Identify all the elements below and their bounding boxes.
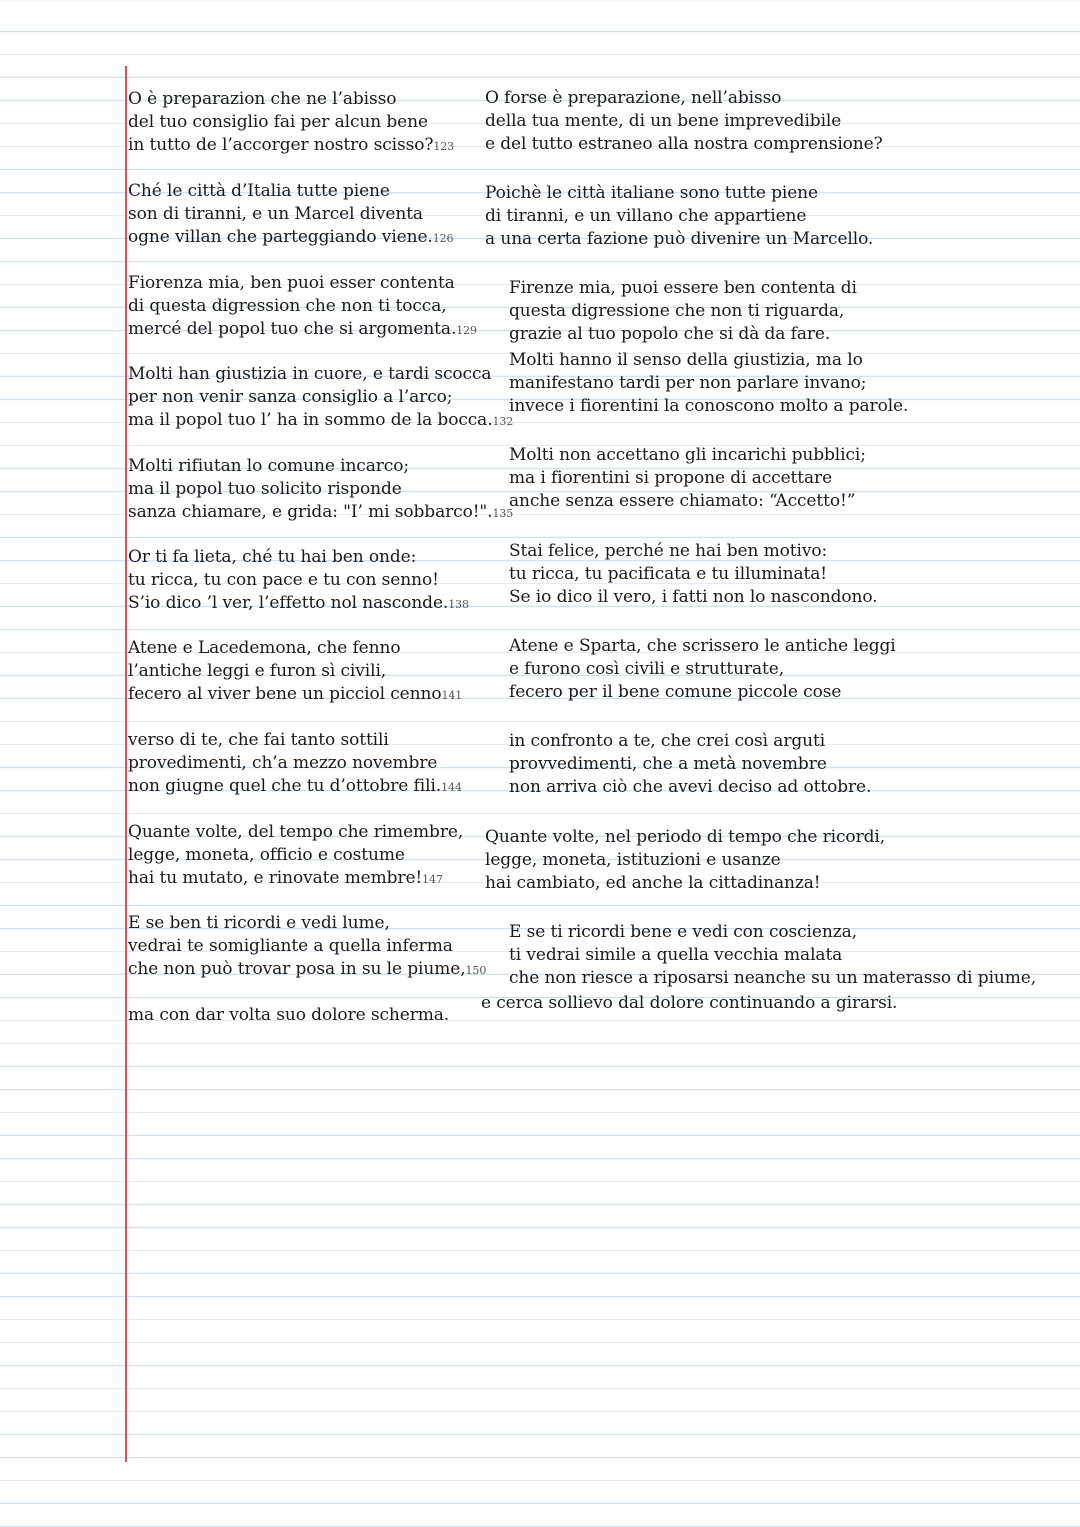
verse-number: 147	[422, 873, 443, 886]
verse-line: ma il popol tuo solicito risponde	[128, 479, 402, 499]
translation-stanza-141	[509, 635, 896, 704]
translation-line: grazie al tuo popolo che si dà da fare.	[509, 324, 831, 344]
original-stanza-129	[128, 272, 477, 342]
translation-line: tu ricca, tu pacificata e tu illuminata!	[509, 564, 827, 584]
original-stanza-132	[128, 363, 513, 433]
verse-line: di questa digression che non ti tocca,	[128, 296, 447, 316]
verse-line: legge, moneta, officio e costume	[128, 845, 405, 865]
translation-line: Stai felice, perché ne hai ben motivo:	[509, 541, 828, 561]
original-stanza-147	[128, 821, 463, 891]
verse-line: Molti rifiutan lo comune incarco;	[128, 456, 409, 476]
verse-line: in tutto de l’accorger nostro scisso?123	[128, 135, 455, 155]
original-final-line	[128, 1004, 449, 1027]
translation-line: Molti hanno il senso della giustizia, ma lo	[509, 350, 863, 370]
verse-line: che non può trovar posa in su le piume,150	[128, 959, 487, 979]
translation-line: e del tutto estraneo alla nostra comprensione?	[485, 134, 883, 154]
translation-line: manifestano tardi per non parlare invano;	[509, 373, 867, 393]
translation-line: ti vedrai simile a quella vecchia malata	[509, 945, 843, 965]
translation-line: provvedimenti, che a metà novembre	[509, 754, 827, 774]
translation-stanza-144	[509, 730, 871, 799]
verse-line: Ché le città d’Italia tutte piene	[128, 181, 390, 201]
verse-line: sanza chiamare, e grida: "I’ mi sobbarco!".135	[128, 502, 514, 522]
translation-line: invece i fiorentini la conoscono molto a parole.	[509, 396, 909, 416]
translation-line: Se io dico il vero, i fatti non lo nascondono.	[509, 587, 878, 607]
translation-line: fecero per il bene comune piccole cose	[509, 682, 842, 702]
original-stanza-144	[128, 729, 462, 799]
original-stanza-123	[128, 88, 454, 158]
translation-line: O forse è preparazione, nell’abisso	[485, 88, 782, 108]
translation-line: hai cambiato, ed anche la cittadinanza!	[485, 873, 821, 893]
verse-line: son di tiranni, e un Marcel diventa	[128, 204, 423, 224]
translation-line: questa digressione che non ti riguarda,	[509, 301, 845, 321]
translation-line: anche senza essere chiamato: “Accetto!”	[509, 491, 856, 511]
translation-stanza-150	[509, 921, 1036, 990]
translation-line: a una certa fazione può divenire un Marcello.	[485, 229, 874, 249]
translation-line: Molti non accettano gli incarichi pubblici;	[509, 445, 866, 465]
original-stanza-138	[128, 546, 469, 616]
verse-line: Molti han giustizia in cuore, e tardi scocca	[128, 364, 492, 384]
margin-rule	[125, 66, 127, 1462]
verse-number: 138	[448, 598, 469, 611]
verse-line: provedimenti, ch’a mezzo novembre	[128, 753, 438, 773]
verse-line: Fiorenza mia, ben puoi esser contenta	[128, 273, 455, 293]
translation-line: Firenze mia, puoi essere ben contenta di	[509, 278, 857, 298]
verse-line: non giugne quel che tu d’ottobre fili.144	[128, 776, 462, 796]
translation-stanza-132	[509, 349, 908, 418]
translation-line: ma i fiorentini si propone di accettare	[509, 468, 833, 488]
translation-line: legge, moneta, istituzioni e usanze	[485, 850, 781, 870]
translation-line: Quante volte, nel periodo di tempo che ricordi,	[485, 827, 886, 847]
translation-line: che non riesce a riposarsi neanche su un materasso di piume,	[509, 968, 1037, 988]
translation-line: non arriva ciò che avevi deciso ad ottobre.	[509, 777, 872, 797]
verse-line: tu ricca, tu con pace e tu con senno!	[128, 570, 439, 590]
translation-line: E se ti ricordi bene e vedi con coscienza,	[509, 922, 857, 942]
verse-number: 129	[456, 324, 477, 337]
translation-line: della tua mente, di un bene imprevedibile	[485, 111, 842, 131]
verse-line: verso di te, che fai tanto sottili	[128, 730, 389, 750]
verse-line: ma il popol tuo l’ ha in sommo de la bocca.132	[128, 410, 514, 430]
verse-line: Quante volte, del tempo che rimembre,	[128, 822, 464, 842]
verse-line: vedrai te somigliante a quella inferma	[128, 936, 453, 956]
verse-line: mercé del popol tuo che si argomenta.129	[128, 319, 477, 339]
verse-line: per non venir sanza consiglio a l’arco;	[128, 387, 453, 407]
translation-stanza-135	[509, 444, 866, 513]
verse-number: 123	[433, 140, 455, 153]
verse-line: fecero al viver bene un picciol cenno141	[128, 684, 463, 704]
original-stanza-135	[128, 455, 513, 525]
verse-line: E se ben ti ricordi e vedi lume,	[128, 913, 390, 933]
translation-stanza-138	[509, 540, 877, 609]
verse-number: 141	[441, 689, 463, 702]
translation-stanza-123	[485, 87, 883, 156]
verse-line: Or ti fa lieta, ché tu hai ben onde:	[128, 547, 417, 567]
translation-stanza-129	[509, 277, 857, 346]
translation-line: di tiranni, e un villano che appartiene	[485, 206, 807, 226]
original-stanza-141	[128, 637, 462, 707]
verse-number: 144	[441, 781, 462, 794]
verse-line: ma con dar volta suo dolore scherma.	[128, 1005, 450, 1025]
verse-line: Atene e Lacedemona, che fenno	[128, 638, 401, 658]
verse-line: del tuo consiglio fai per alcun bene	[128, 112, 428, 132]
translation-line: in confronto a te, che crei così arguti	[509, 731, 826, 751]
verse-number: 135	[492, 507, 514, 520]
verse-line: l’antiche leggi e furon sì civili,	[128, 661, 387, 681]
verse-line: hai tu mutato, e rinovate membre!147	[128, 868, 443, 888]
verse-line: S’io dico ’l ver, l’effetto nol nasconde.138	[128, 593, 469, 613]
verse-line: O è preparazion che ne l’abisso	[128, 89, 397, 109]
original-stanza-126	[128, 180, 453, 250]
translation-line: Poichè le città italiane sono tutte piene	[485, 183, 818, 203]
translation-stanza-126	[485, 182, 873, 251]
verse-number: 132	[492, 415, 514, 428]
verse-number: 126	[432, 232, 454, 245]
translation-line: e cerca sollievo dal dolore continuando a girarsi.	[481, 993, 898, 1013]
translation-final-line	[481, 992, 897, 1015]
translation-stanza-147	[485, 826, 885, 895]
original-stanza-150	[128, 912, 486, 982]
verse-line: ogne villan che parteggiando viene.126	[128, 227, 454, 247]
translation-line: e furono così civili e strutturate,	[509, 659, 785, 679]
translation-line: Atene e Sparta, che scrissero le antiche leggi	[509, 636, 896, 656]
verse-number: 150	[465, 964, 487, 977]
